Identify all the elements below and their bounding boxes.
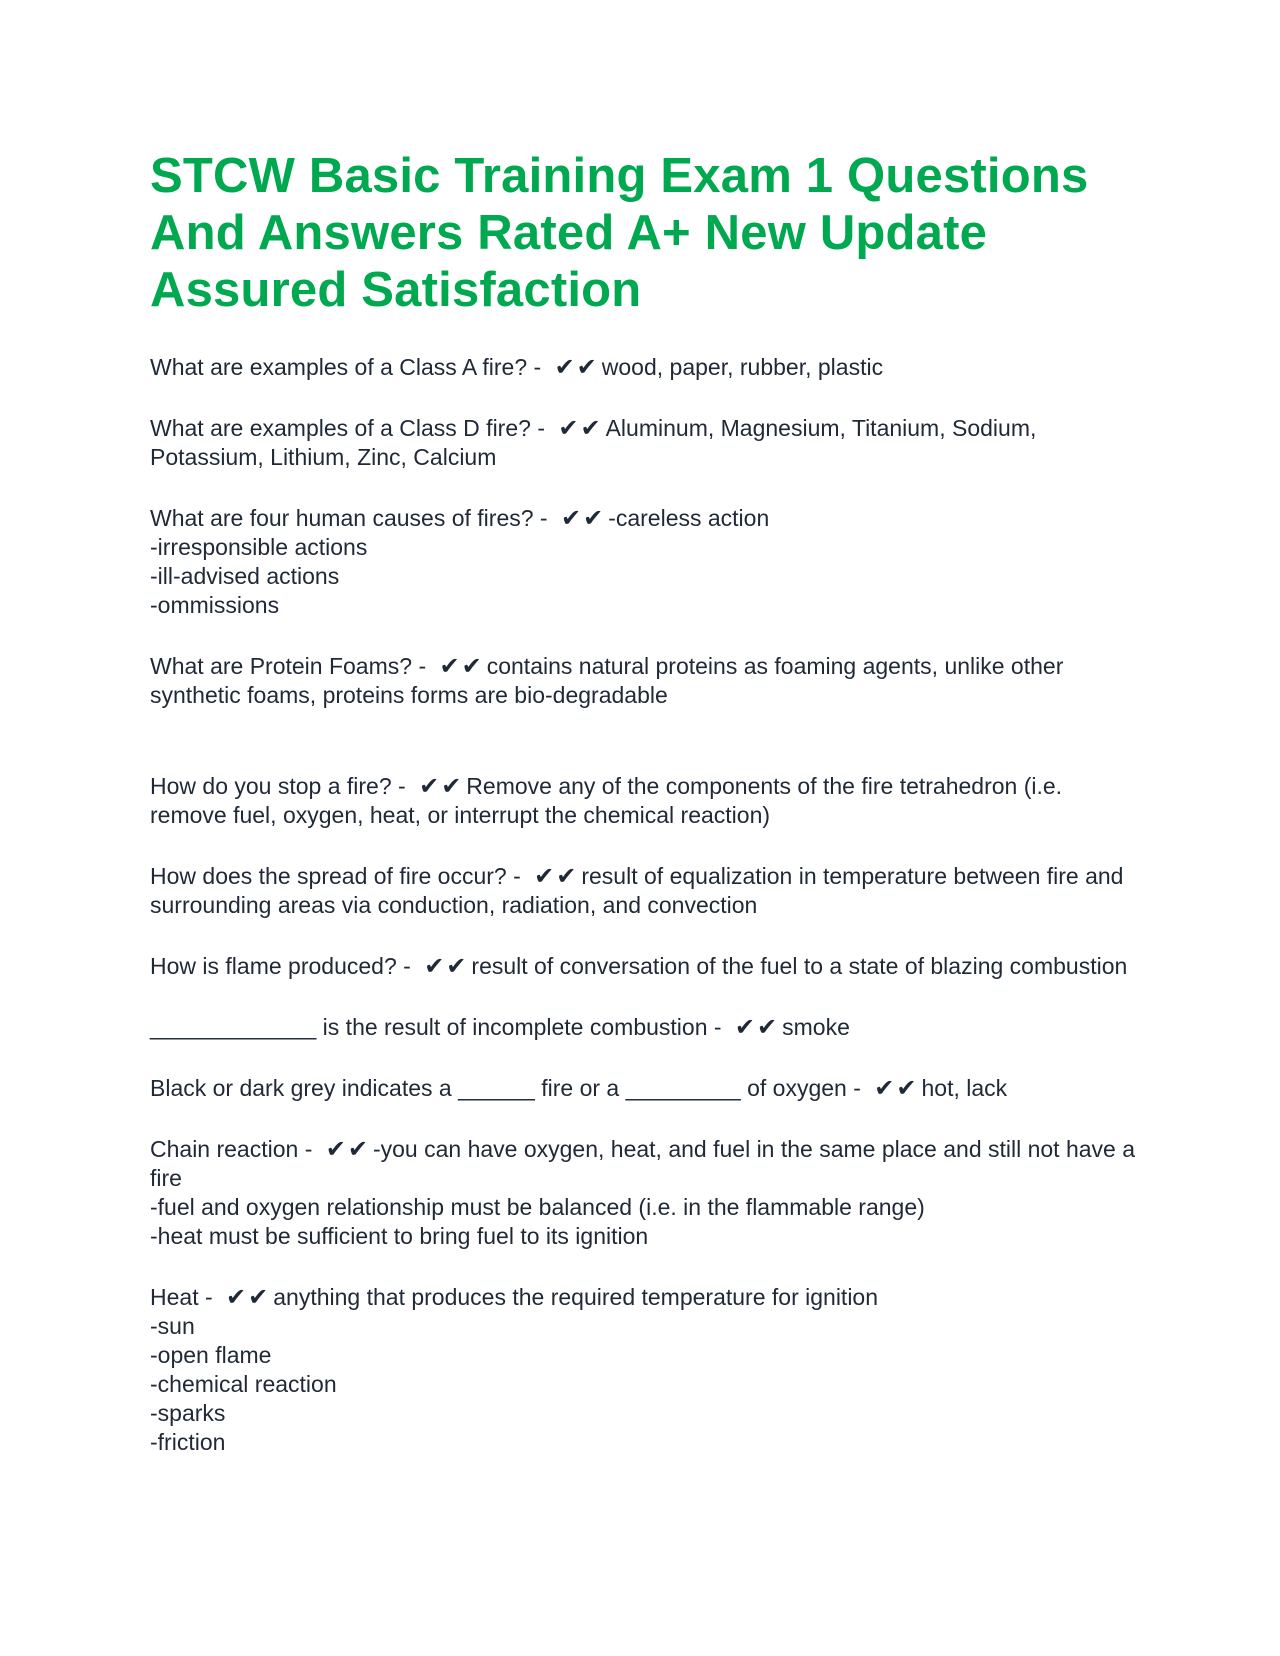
answer-line: -ommissions xyxy=(150,592,280,618)
check-icon: ✔ xyxy=(554,353,575,381)
qa-item xyxy=(150,862,1140,920)
check-icon: ✔ xyxy=(757,1013,778,1041)
answer-marker xyxy=(557,414,601,443)
answer-line: -ill-advised actions xyxy=(150,563,340,589)
check-icon: ✔ xyxy=(441,772,462,800)
qa-item xyxy=(150,772,1140,830)
answer-text: result of conversation of the fuel to a state of blazing combustion xyxy=(471,953,1128,979)
answer-line: -sun xyxy=(150,1313,195,1339)
check-icon: ✔ xyxy=(439,652,460,680)
answer-marker xyxy=(734,1013,778,1042)
answer-marker xyxy=(423,952,467,981)
document-page xyxy=(150,148,1140,1489)
question-text: Heat - xyxy=(150,1284,213,1310)
document-title: STCW Basic Training Exam 1 Questions And Answers Rated A+ New Update Assured Satisfaction xyxy=(150,149,1089,317)
check-icon: ✔ xyxy=(419,772,440,800)
answer-text: wood, paper, rubber, plastic xyxy=(601,354,884,380)
question-text: What are Protein Foams? - xyxy=(150,653,427,679)
answer-marker xyxy=(439,652,483,681)
question-text: How is flame produced? - xyxy=(150,953,411,979)
qa-item xyxy=(150,1013,1140,1042)
check-icon: ✔ xyxy=(560,504,582,532)
answer-text: hot, lack xyxy=(921,1075,1008,1101)
check-icon: ✔ xyxy=(424,952,445,980)
check-icon: ✔ xyxy=(580,414,601,442)
answer-line: -fuel and oxygen relationship must be balanced (i.e. in the flammable range) xyxy=(150,1194,925,1220)
answer-text: -you can have oxygen, heat, and fuel in the same place and still not have a fire xyxy=(150,1136,1136,1191)
qa-item xyxy=(150,1135,1140,1251)
answer-marker xyxy=(325,1135,369,1164)
question-text: What are four human causes of fires? - xyxy=(150,505,548,531)
check-icon: ✔ xyxy=(461,652,482,680)
answer-marker xyxy=(418,772,462,801)
question-text: What are examples of a Class A fire? - xyxy=(150,354,542,380)
check-icon: ✔ xyxy=(248,1283,269,1311)
qa-item xyxy=(150,1074,1140,1103)
qa-item xyxy=(150,504,1140,620)
answer-line: -irresponsible actions xyxy=(150,534,368,560)
qa-item xyxy=(150,1283,1140,1457)
qa-item xyxy=(150,952,1140,981)
answer-marker xyxy=(554,353,598,382)
qa-item xyxy=(150,414,1140,472)
answer-marker xyxy=(533,862,577,891)
check-icon: ✔ xyxy=(583,504,604,532)
qa-item xyxy=(150,353,1140,382)
question-text: What are examples of a Class D fire? - xyxy=(150,415,545,441)
answer-text: Remove any of the components of the fire tetrahedron (i.e. remove fuel, oxygen, heat, or interrupt the chemical reaction) xyxy=(150,773,1063,828)
question-text: Chain reaction - xyxy=(150,1136,313,1162)
check-icon: ✔ xyxy=(325,1135,346,1163)
check-icon: ✔ xyxy=(896,1074,917,1102)
answer-line: -friction xyxy=(150,1429,226,1455)
answer-text: Aluminum, Magnesium, Titanium, Sodium, Potassium, Lithium, Zinc, Calcium xyxy=(150,415,1037,470)
answer-line: -open flame xyxy=(150,1342,272,1368)
check-icon: ✔ xyxy=(576,353,597,381)
answer-text: result of equalization in temperature between fire and surrounding areas via conduction, radiation, and convection xyxy=(150,863,1124,918)
answer-marker xyxy=(873,1074,917,1103)
answer-text: contains natural proteins as foaming agents, unlike other synthetic foams, proteins forms are bio-degradable xyxy=(150,653,1064,708)
check-icon: ✔ xyxy=(534,862,555,890)
check-icon: ✔ xyxy=(556,862,577,890)
check-icon: ✔ xyxy=(734,1013,756,1041)
question-text: How does the spread of fire occur? - xyxy=(150,863,521,889)
answer-line: -heat must be sufficient to bring fuel to its ignition xyxy=(150,1223,649,1249)
answer-marker xyxy=(560,504,604,533)
answer-text: -careless action xyxy=(608,505,770,531)
qa-item xyxy=(150,652,1140,710)
check-icon: ✔ xyxy=(874,1074,895,1102)
answer-text: smoke xyxy=(782,1014,850,1040)
check-icon: ✔ xyxy=(558,414,579,442)
answer-marker xyxy=(225,1283,269,1312)
question-text: How do you stop a fire? - xyxy=(150,773,406,799)
check-icon: ✔ xyxy=(226,1283,247,1311)
check-icon: ✔ xyxy=(446,952,467,980)
question-text: Black or dark grey indicates a ______ fire or a _________ of oxygen - xyxy=(150,1075,861,1101)
answer-text: anything that produces the required temperature for ignition xyxy=(273,1284,879,1310)
answer-line: -chemical reaction xyxy=(150,1371,337,1397)
check-icon: ✔ xyxy=(347,1135,368,1163)
answer-line: -sparks xyxy=(150,1400,226,1426)
question-text: _____________ is the result of incomplete combustion - xyxy=(150,1014,722,1040)
